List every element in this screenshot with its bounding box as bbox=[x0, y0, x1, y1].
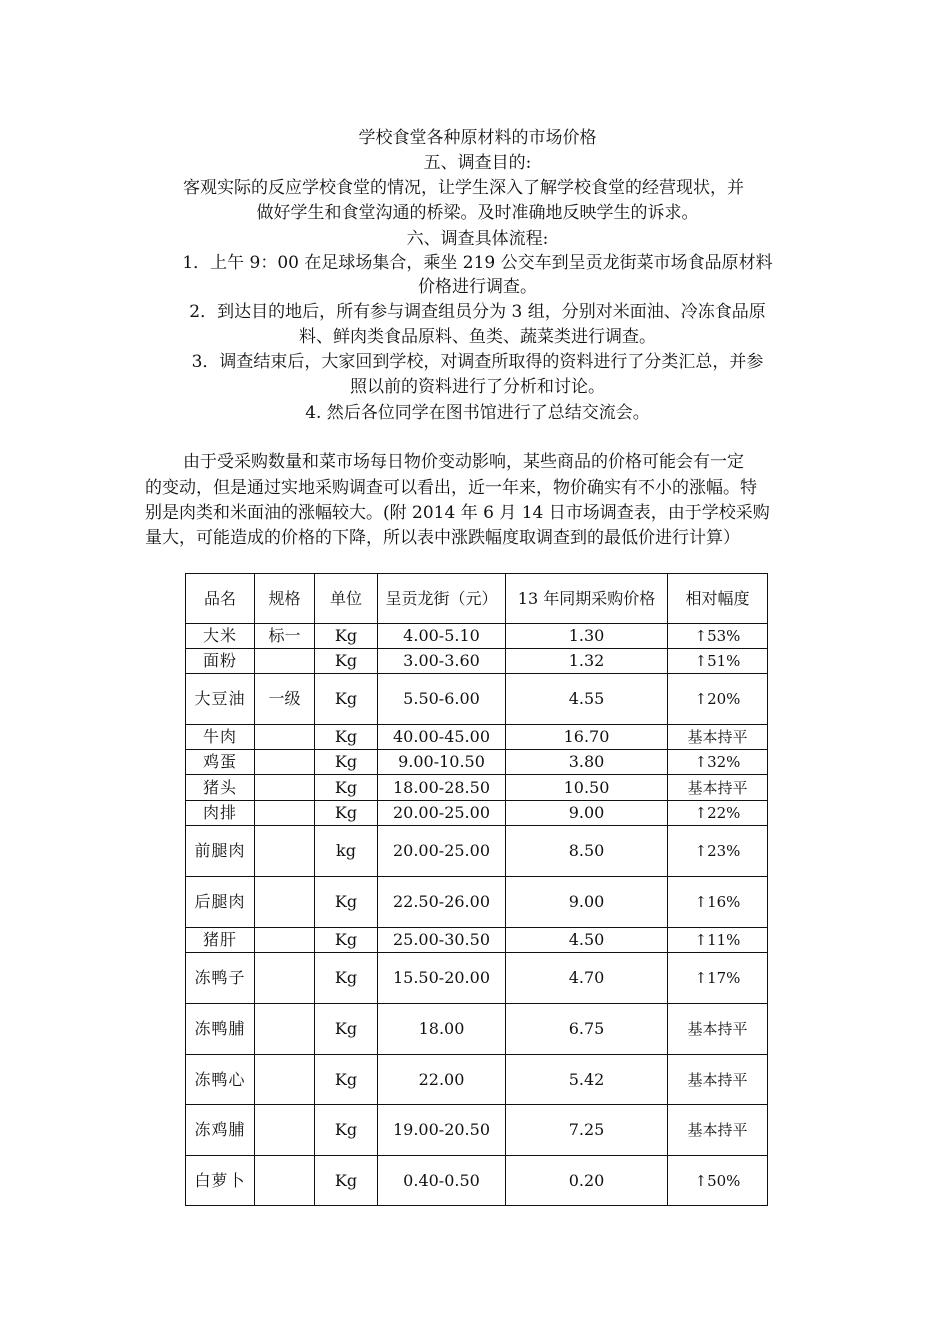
cell-last-year-price: 8.50 bbox=[506, 826, 668, 877]
cell-unit: kg bbox=[315, 826, 378, 877]
cell-last-year-price: 0.20 bbox=[506, 1156, 668, 1206]
cell-last-year-price: 5.42 bbox=[506, 1055, 668, 1105]
cell-chenggong-price: 18.00-28.50 bbox=[378, 775, 506, 801]
purpose-text-line-1: 客观实际的反应学校食堂的情况，让学生深入了解学校食堂的经营现状，并 bbox=[183, 178, 744, 198]
cell-change: ↑23% bbox=[668, 826, 768, 877]
price-survey-table bbox=[185, 573, 768, 1206]
cell-item-name: 猪头 bbox=[186, 775, 255, 801]
cell-spec bbox=[255, 953, 315, 1004]
cell-last-year-price: 1.32 bbox=[506, 649, 668, 674]
cell-item-name: 冻鸡脯 bbox=[186, 1105, 255, 1156]
table-row bbox=[186, 750, 768, 775]
cell-chenggong-price: 40.00-45.00 bbox=[378, 725, 506, 750]
process-step-2-line-1: 2．到达目的地后，所有参与调查组员分为 3 组，分别对米面油、冷冻食品原 bbox=[189, 302, 766, 322]
cell-last-year-price: 4.50 bbox=[506, 928, 668, 953]
cell-item-name: 冻鸭心 bbox=[186, 1055, 255, 1105]
cell-change: ↑32% bbox=[668, 750, 768, 775]
table-header-row bbox=[186, 574, 768, 624]
cell-item-name: 面粉 bbox=[186, 649, 255, 674]
cell-unit: Kg bbox=[315, 624, 378, 649]
cell-item-name: 猪肝 bbox=[186, 928, 255, 953]
cell-chenggong-price: 0.40-0.50 bbox=[378, 1156, 506, 1206]
cell-item-name: 鸡蛋 bbox=[186, 750, 255, 775]
cell-unit: Kg bbox=[315, 750, 378, 775]
cell-spec bbox=[255, 725, 315, 750]
cell-change: 基本持平 bbox=[668, 1105, 768, 1156]
cell-chenggong-price: 3.00-3.60 bbox=[378, 649, 506, 674]
cell-unit: Kg bbox=[315, 801, 378, 826]
process-step-1-line-2: 价格进行调查。 bbox=[418, 277, 537, 297]
cell-item-name: 肉排 bbox=[186, 801, 255, 826]
cell-change: ↑53% bbox=[668, 624, 768, 649]
cell-change: ↑50% bbox=[668, 1156, 768, 1206]
cell-item-name: 前腿肉 bbox=[186, 826, 255, 877]
cell-unit: Kg bbox=[315, 928, 378, 953]
cell-unit: Kg bbox=[315, 1156, 378, 1206]
cell-item-name: 牛肉 bbox=[186, 725, 255, 750]
cell-last-year-price: 10.50 bbox=[506, 775, 668, 801]
cell-item-name: 大豆油 bbox=[186, 674, 255, 725]
cell-spec: 一级 bbox=[255, 674, 315, 725]
table-row bbox=[186, 624, 768, 649]
process-step-3-line-2: 照以前的资料进行了分析和讨论。 bbox=[350, 377, 605, 397]
cell-chenggong-price: 20.00-25.00 bbox=[378, 826, 506, 877]
cell-chenggong-price: 20.00-25.00 bbox=[378, 801, 506, 826]
cell-unit: Kg bbox=[315, 725, 378, 750]
cell-unit: Kg bbox=[315, 674, 378, 725]
cell-spec bbox=[255, 750, 315, 775]
header-item-name: 品名 bbox=[186, 574, 255, 624]
cell-chenggong-price: 22.50-26.00 bbox=[378, 877, 506, 928]
section-heading-process: 六、调查具体流程: bbox=[406, 229, 549, 249]
process-step-2-line-2: 料、鲜肉类食品原料、鱼类、蔬菜类进行调查。 bbox=[299, 327, 656, 347]
cell-spec bbox=[255, 1156, 315, 1206]
cell-change: ↑17% bbox=[668, 953, 768, 1004]
cell-chenggong-price: 4.00-5.10 bbox=[378, 624, 506, 649]
cell-chenggong-price: 18.00 bbox=[378, 1004, 506, 1055]
table-row bbox=[186, 928, 768, 953]
process-step-1-line-1: 1．上午 9：00 在足球场集合，乘坐 219 公交车到呈贡龙街菜市场食品原材料 bbox=[182, 253, 773, 273]
header-chenggong-price: 呈贡龙街（元） bbox=[378, 574, 506, 624]
table-row bbox=[186, 826, 768, 877]
cell-chenggong-price: 9.00-10.50 bbox=[378, 750, 506, 775]
cell-unit: Kg bbox=[315, 649, 378, 674]
purpose-text-line-2: 做好学生和食堂沟通的桥梁。及时准确地反映学生的诉求。 bbox=[256, 203, 699, 223]
cell-item-name: 白萝卜 bbox=[186, 1156, 255, 1206]
cell-spec bbox=[255, 826, 315, 877]
cell-last-year-price: 1.30 bbox=[506, 624, 668, 649]
header-change: 相对幅度 bbox=[668, 574, 768, 624]
cell-change: ↑51% bbox=[668, 649, 768, 674]
cell-change: ↑20% bbox=[668, 674, 768, 725]
cell-spec bbox=[255, 1004, 315, 1055]
table-row bbox=[186, 1055, 768, 1105]
cell-chenggong-price: 5.50-6.00 bbox=[378, 674, 506, 725]
cell-unit: Kg bbox=[315, 1055, 378, 1105]
cell-last-year-price: 4.55 bbox=[506, 674, 668, 725]
cell-last-year-price: 3.80 bbox=[506, 750, 668, 775]
cell-spec bbox=[255, 1055, 315, 1105]
cell-change: ↑16% bbox=[668, 877, 768, 928]
table-row bbox=[186, 953, 768, 1004]
document-title: 学校食堂各种原材料的市场价格 bbox=[358, 128, 597, 148]
header-unit: 单位 bbox=[315, 574, 378, 624]
table-row bbox=[186, 877, 768, 928]
cell-chenggong-price: 25.00-30.50 bbox=[378, 928, 506, 953]
table-row bbox=[186, 649, 768, 674]
cell-chenggong-price: 19.00-20.50 bbox=[378, 1105, 506, 1156]
cell-spec bbox=[255, 775, 315, 801]
cell-change: 基本持平 bbox=[668, 1004, 768, 1055]
cell-change: 基本持平 bbox=[668, 725, 768, 750]
table-row bbox=[186, 725, 768, 750]
cell-chenggong-price: 22.00 bbox=[378, 1055, 506, 1105]
cell-spec bbox=[255, 877, 315, 928]
cell-unit: Kg bbox=[315, 775, 378, 801]
cell-item-name: 后腿肉 bbox=[186, 877, 255, 928]
cell-last-year-price: 16.70 bbox=[506, 725, 668, 750]
cell-spec bbox=[255, 928, 315, 953]
table-row bbox=[186, 1004, 768, 1055]
cell-last-year-price: 9.00 bbox=[506, 801, 668, 826]
table-row bbox=[186, 1105, 768, 1156]
summary-paragraph-line-3: 别是肉类和米面油的涨幅较大。(附 2014 年 6 月 14 日市场调查表，由于学校采购 bbox=[145, 503, 770, 523]
header-last-year-price: 13 年同期采购价格 bbox=[506, 574, 668, 624]
cell-last-year-price: 9.00 bbox=[506, 877, 668, 928]
header-spec: 规格 bbox=[255, 574, 315, 624]
cell-item-name: 大米 bbox=[186, 624, 255, 649]
cell-unit: Kg bbox=[315, 1105, 378, 1156]
process-step-4: 4. 然后各位同学在图书馆进行了总结交流会。 bbox=[305, 403, 650, 423]
table-row bbox=[186, 775, 768, 801]
table-row bbox=[186, 1156, 768, 1206]
process-step-3-line-1: 3．调查结束后，大家回到学校，对调查所取得的资料进行了分类汇总，并参 bbox=[191, 352, 764, 372]
cell-unit: Kg bbox=[315, 1004, 378, 1055]
summary-paragraph-line-2: 的变动，但是通过实地采购调查可以看出，近一年来，物价确实有不小的涨幅。特 bbox=[145, 478, 757, 498]
cell-item-name: 冻鸭脯 bbox=[186, 1004, 255, 1055]
cell-change: 基本持平 bbox=[668, 1055, 768, 1105]
cell-last-year-price: 6.75 bbox=[506, 1004, 668, 1055]
cell-change: 基本持平 bbox=[668, 775, 768, 801]
cell-spec: 标一 bbox=[255, 624, 315, 649]
cell-chenggong-price: 15.50-20.00 bbox=[378, 953, 506, 1004]
section-heading-purpose: 五、调查目的: bbox=[423, 153, 532, 173]
cell-last-year-price: 4.70 bbox=[506, 953, 668, 1004]
cell-item-name: 冻鸭子 bbox=[186, 953, 255, 1004]
table-row bbox=[186, 674, 768, 725]
cell-spec bbox=[255, 649, 315, 674]
cell-change: ↑11% bbox=[668, 928, 768, 953]
cell-spec bbox=[255, 1105, 315, 1156]
cell-change: ↑22% bbox=[668, 801, 768, 826]
cell-unit: Kg bbox=[315, 877, 378, 928]
summary-paragraph-line-1: 由于受采购数量和菜市场每日物价变动影响，某些商品的价格可能会有一定 bbox=[183, 452, 744, 472]
summary-paragraph-line-4: 量大，可能造成的价格的下降，所以表中涨跌幅度取调查到的最低价进行计算） bbox=[145, 528, 740, 548]
cell-unit: Kg bbox=[315, 953, 378, 1004]
cell-spec bbox=[255, 801, 315, 826]
cell-last-year-price: 7.25 bbox=[506, 1105, 668, 1156]
table-row bbox=[186, 801, 768, 826]
